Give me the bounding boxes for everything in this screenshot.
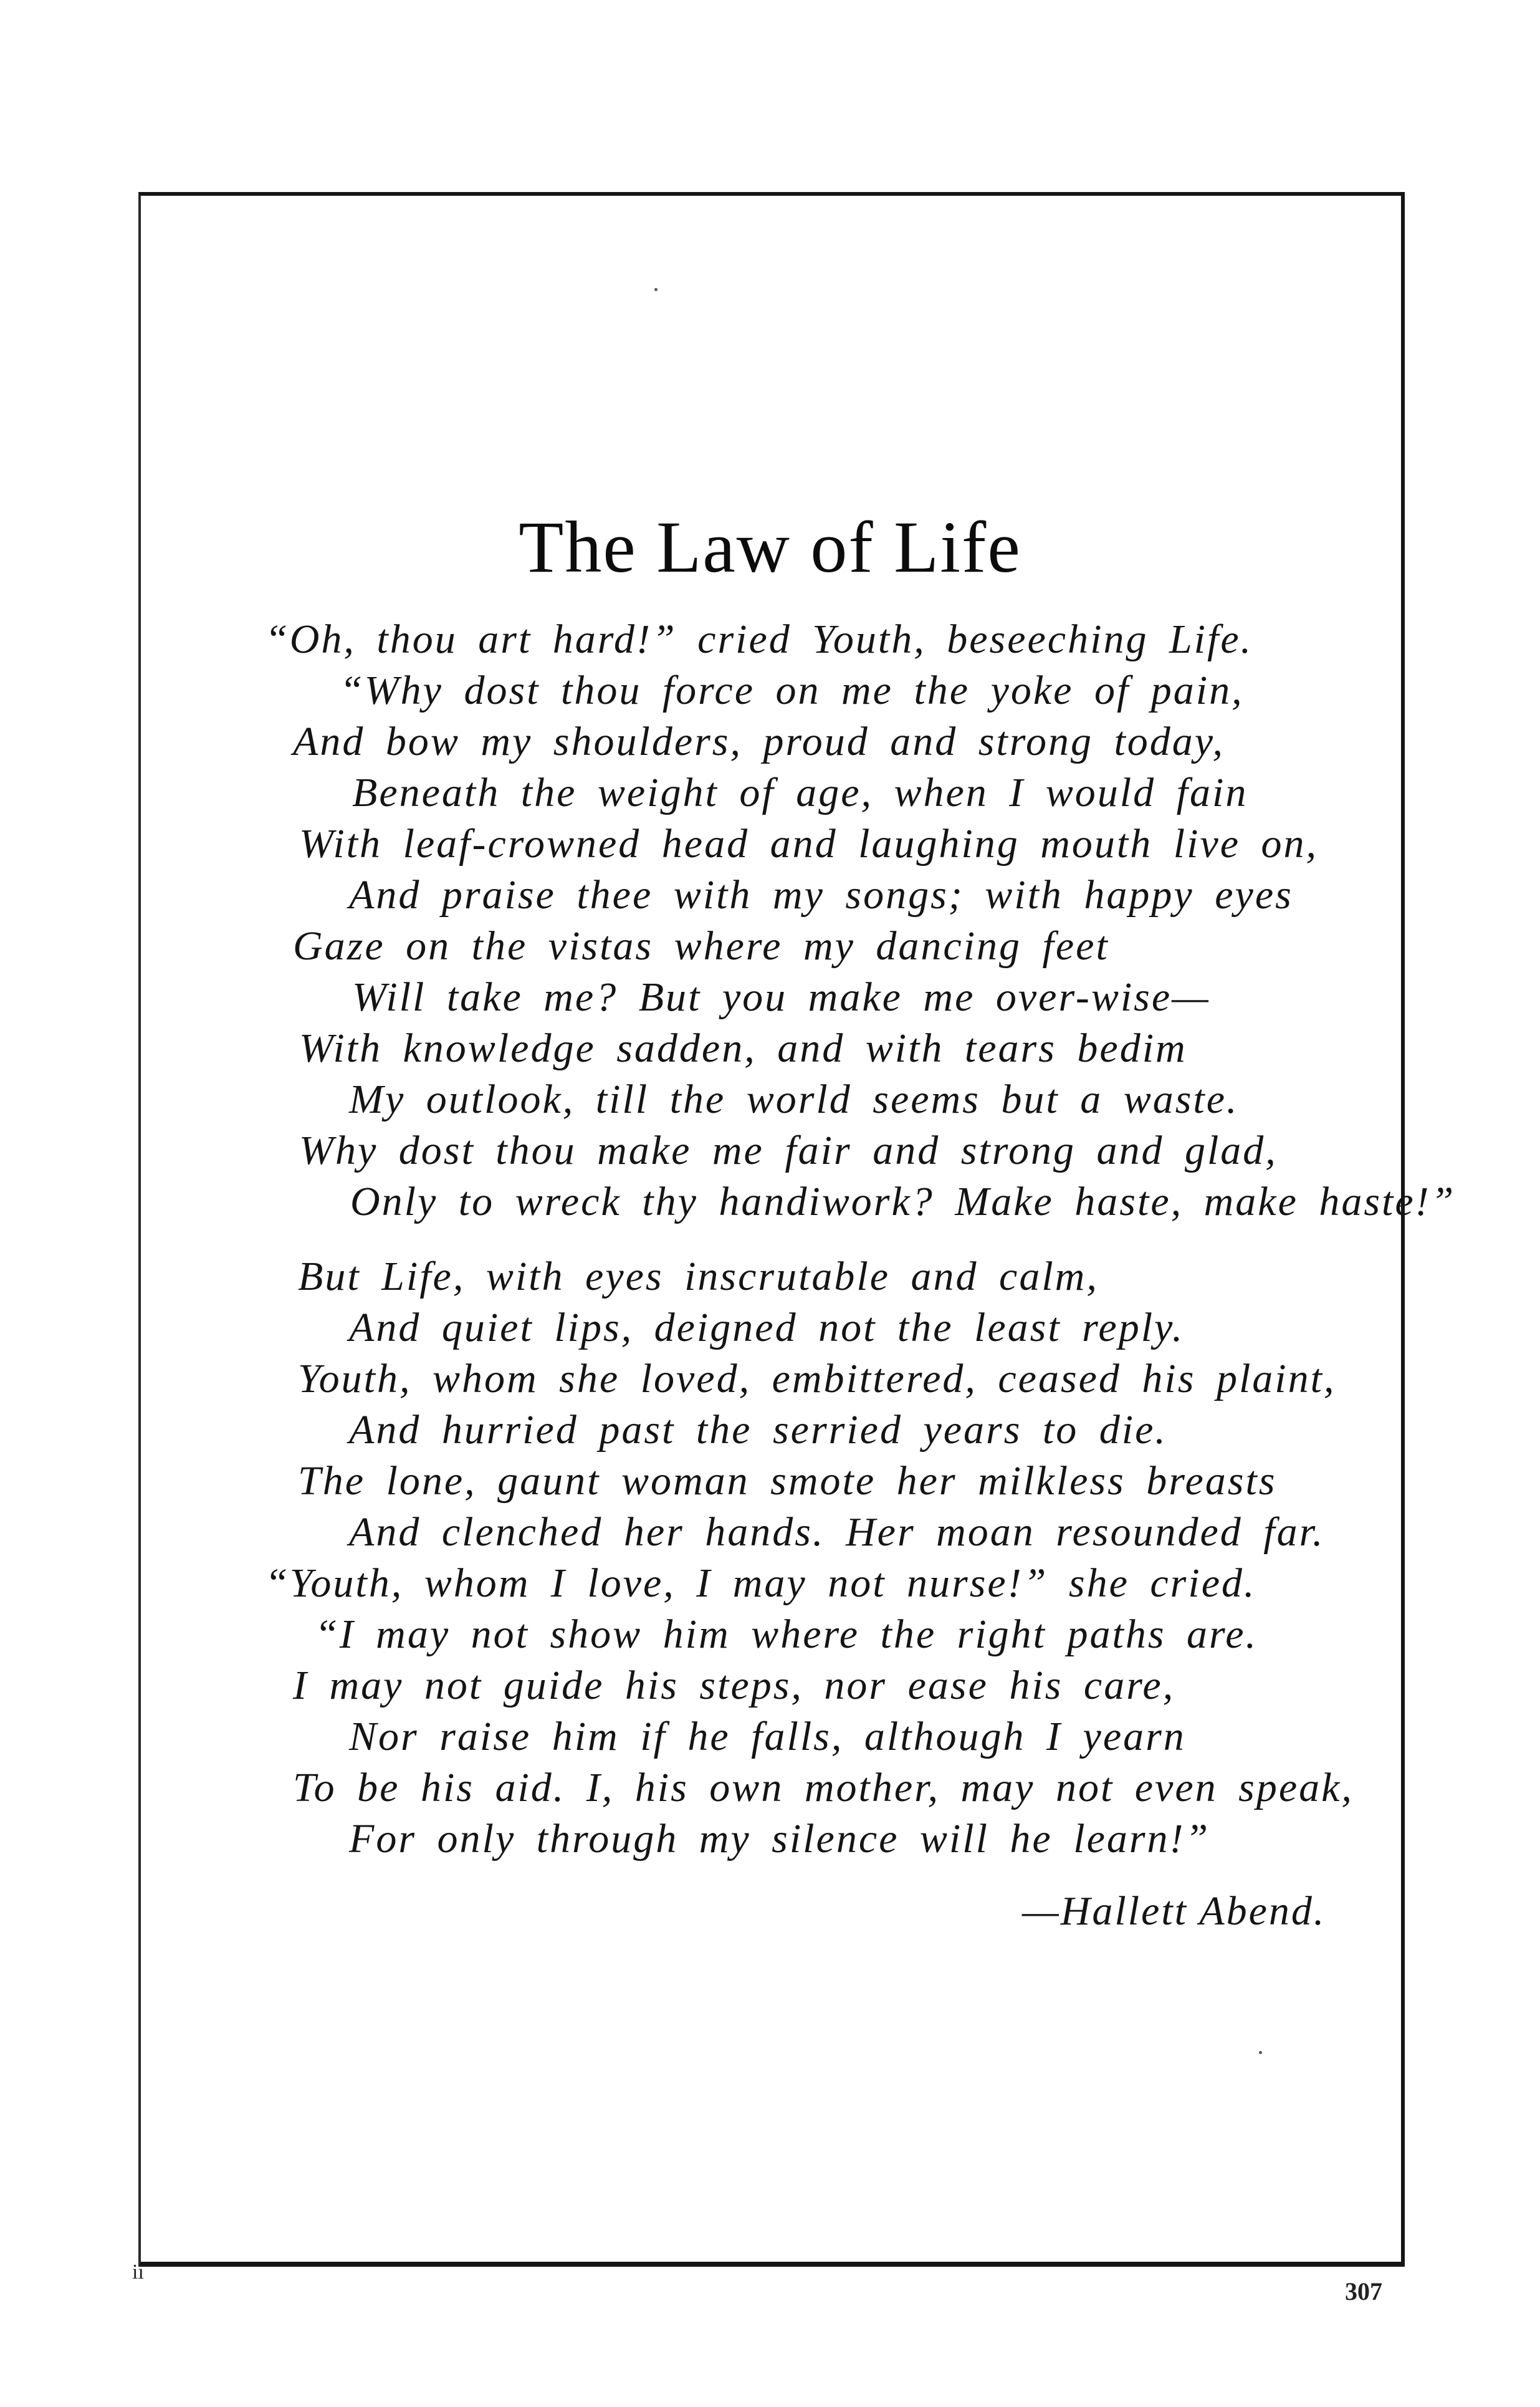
poem-line: The lone, gaunt woman smote her milkless breasts <box>298 1458 1277 1504</box>
poem-attribution: —Hallett Abend. <box>1022 1888 1326 1934</box>
poem-line: Only to wreck thy handiwork? Make haste, make haste!” <box>350 1179 1456 1224</box>
poem-line: To be his aid. I, his own mother, may not even speak, <box>293 1765 1354 1810</box>
poem-line: “Youth, whom I love, I may not nurse!” she cried. <box>265 1560 1256 1606</box>
poem-line: “Why dost thou force on me the yoke of pain, <box>340 668 1244 713</box>
poem-line: Nor raise him if he falls, although I yearn <box>349 1714 1186 1759</box>
poem-line: With leaf-crowned head and laughing mouth live on, <box>299 821 1319 867</box>
poem-line: With knowledge sadden, and with tears bedim <box>299 1026 1187 1071</box>
poem-line: Gaze on the vistas where my dancing feet <box>293 923 1109 969</box>
poem-line: And clenched her hands. Her moan resounded far. <box>349 1509 1325 1555</box>
poem-line: Why dost thou make me fair and strong and glad, <box>299 1128 1278 1173</box>
poem-line: And praise thee with my songs; with happy eyes <box>349 872 1293 918</box>
poem-line: “I may not show him where the right paths are. <box>315 1612 1258 1657</box>
poem-line: And quiet lips, deigned not the least reply. <box>349 1305 1185 1350</box>
poem-line: But Life, with eyes inscrutable and calm, <box>298 1254 1099 1299</box>
folio-left: ii <box>132 2260 144 2284</box>
poem-line: Beneath the weight of age, when I would fain <box>352 770 1248 815</box>
poem-line: And bow my shoulders, proud and strong today, <box>293 719 1225 764</box>
poem-line: And hurried past the serried years to die. <box>349 1407 1167 1453</box>
poem-line: My outlook, till the world seems but a waste. <box>349 1077 1239 1122</box>
poem-line: Youth, whom she loved, embittered, ceased his plaint, <box>298 1356 1336 1401</box>
poem-line: Will take me? But you make me over-wise— <box>352 974 1210 1020</box>
poem-line: I may not guide his steps, nor ease his care, <box>293 1663 1175 1708</box>
poem-title: The Law of Life <box>519 506 1021 588</box>
poem-line: For only through my silence will he learn!” <box>349 1816 1210 1862</box>
page-number: 307 <box>1345 2277 1382 2305</box>
poem-line: “Oh, thou art hard!” cried Youth, beseeching Life. <box>265 617 1253 662</box>
